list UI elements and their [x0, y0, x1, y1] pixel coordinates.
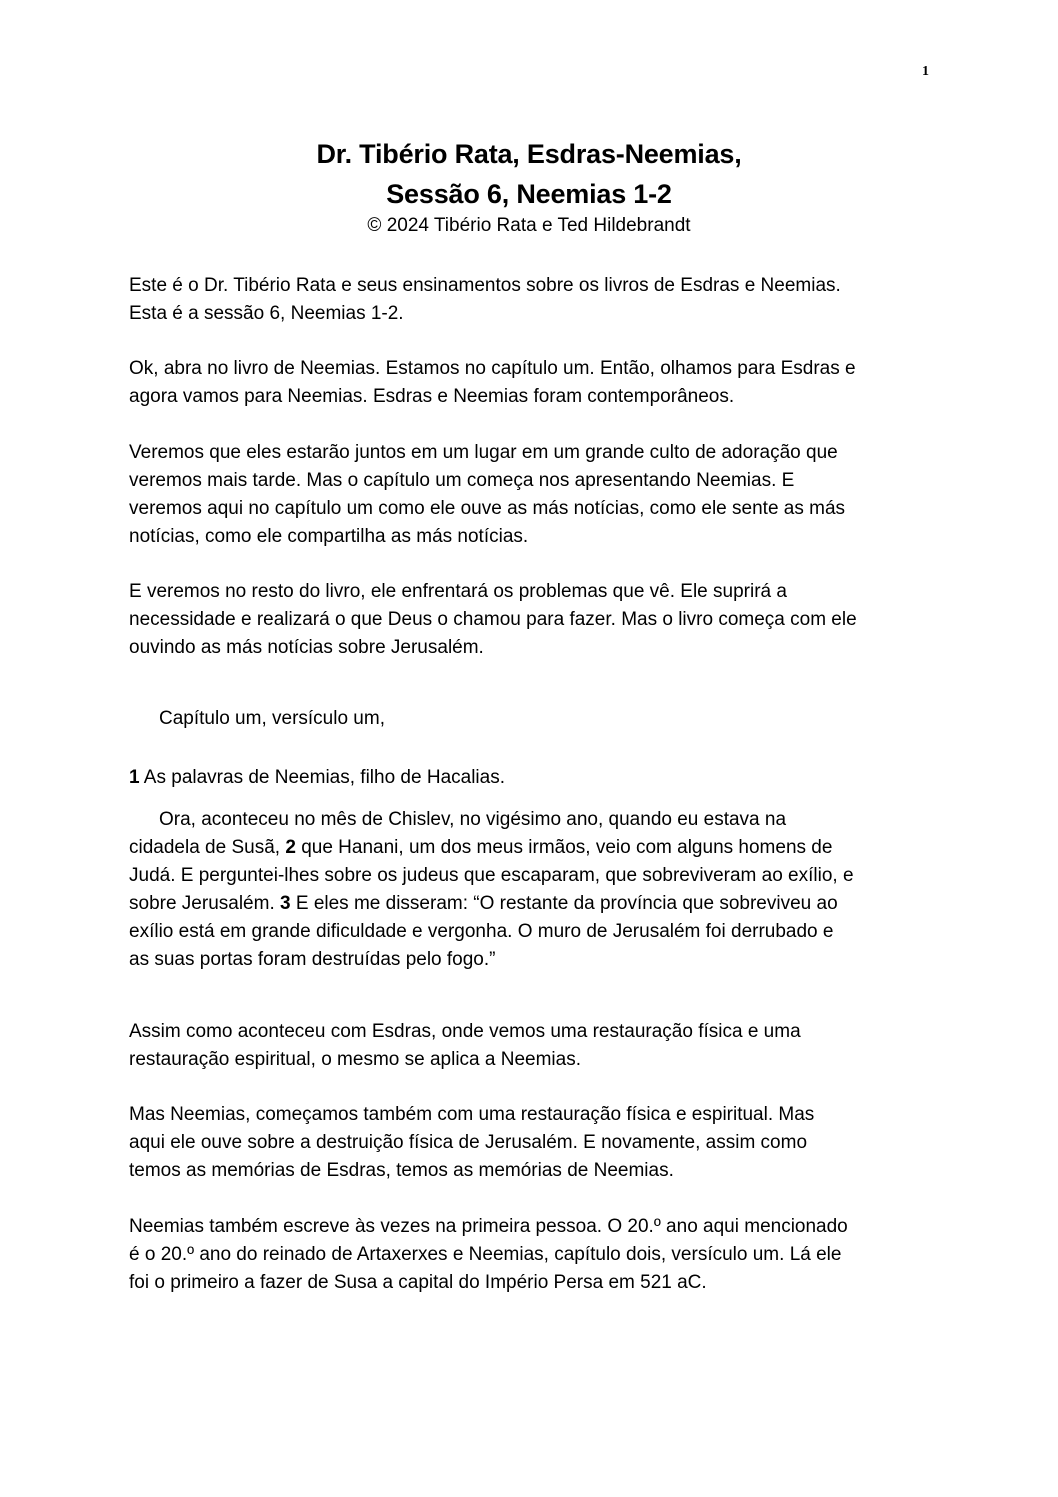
text-line: Neemias também escreve às vezes na primeira pessoa. O 20.º ano aqui mencionado: [129, 1216, 848, 1237]
verse-text: As palavras de Neemias, filho de Hacalias.: [139, 767, 505, 788]
text-line: [129, 890, 939, 918]
text-line: aqui ele ouve sobre a destruição física de Jerusalém. E novamente, assim como: [129, 1132, 808, 1153]
text-line: veremos aqui no capítulo um como ele ouve as más notícias, como ele sente as más: [129, 498, 846, 519]
text-line: E veremos no resto do livro, ele enfrentará os problemas que vê. Ele suprirá a: [129, 581, 787, 602]
text-line: [129, 764, 939, 792]
paragraph-open-book: [129, 355, 939, 411]
text-line: Assim como aconteceu com Esdras, onde vemos uma restauração física e uma: [129, 1021, 801, 1042]
verse-text: sobre Jerusalém.: [129, 893, 281, 914]
document-title-line-1: Dr. Tibério Rata, Esdras-Neemias,: [316, 139, 742, 169]
text-line: Mas Neemias, começamos também com uma restauração física e espiritual. Mas: [129, 1104, 815, 1125]
text-line: veremos mais tarde. Mas o capítulo um começa nos apresentando Neemias. E: [129, 470, 795, 491]
text-line: Ora, aconteceu no mês de Chislev, no vigésimo ano, quando eu estava na: [159, 809, 787, 830]
text-line: Veremos que eles estarão juntos em um lugar em um grande culto de adoração que: [129, 442, 838, 463]
text-line: temos as memórias de Esdras, temos as memórias de Neemias.: [129, 1160, 674, 1181]
document-header: [0, 134, 1058, 238]
document-title-line-2: Sessão 6, Neemias 1-2: [386, 179, 672, 209]
verse-text: cidadela de Susã,: [129, 837, 286, 858]
verse-number: 3: [280, 893, 291, 914]
verse-number: 1: [129, 767, 140, 788]
text-line: [129, 834, 939, 862]
text-line: as suas portas foram destruídas pelo fogo.”: [129, 949, 496, 970]
verse-text: E eles me disseram: “O restante da província que sobreviveu ao: [290, 893, 838, 914]
verse-one: [129, 764, 939, 792]
text-line: restauração espiritual, o mesmo se aplica a Neemias.: [129, 1049, 581, 1070]
verse-number: 2: [285, 837, 296, 858]
page-number: 1: [922, 64, 929, 79]
copyright-line: © 2024 Tibério Rata e Ted Hildebrandt: [367, 215, 691, 236]
paragraph-memoirs: [129, 1101, 939, 1185]
text-line: agora vamos para Neemias. Esdras e Neemias foram contemporâneos.: [129, 386, 735, 407]
text-line: Este é o Dr. Tibério Rata e seus ensinamentos sobre os livros de Esdras e Neemias.: [129, 275, 841, 296]
paragraph-book-overview: [129, 578, 939, 662]
text-line: foi o primeiro a fazer de Susa a capital do Império Persa em 521 aC.: [129, 1272, 707, 1293]
paragraph-intro: [129, 272, 939, 328]
text-line: Capítulo um, versículo um,: [159, 708, 385, 729]
text-line: ouvindo as más notícias sobre Jerusalém.: [129, 637, 484, 658]
chapter-intro: [129, 705, 939, 733]
paragraph-restoration: [129, 1018, 939, 1074]
paragraph-chapter-overview: [129, 439, 939, 551]
text-line: necessidade e realizará o que Deus o chamou para fazer. Mas o livro começa com ele: [129, 609, 857, 630]
text-line: é o 20.º ano do reinado de Artaxerxes e Neemias, capítulo dois, versículo um. Lá ele: [129, 1244, 842, 1265]
text-line: notícias, como ele compartilha as más notícias.: [129, 526, 529, 547]
text-line: Ok, abra no livro de Neemias. Estamos no capítulo um. Então, olhamos para Esdras e: [129, 358, 856, 379]
paragraph-twentieth-year: [129, 1213, 939, 1297]
verse-text: que Hanani, um dos meus irmãos, veio com alguns homens de: [295, 837, 833, 858]
text-line: exílio está em grande dificuldade e vergonha. O muro de Jerusalém foi derrubado e: [129, 921, 834, 942]
text-line: Judá. E perguntei-lhes sobre os judeus que escaparam, que sobreviveram ao exílio, e: [129, 865, 854, 886]
verses-block: [129, 806, 939, 974]
text-line: Esta é a sessão 6, Neemias 1-2.: [129, 303, 404, 324]
